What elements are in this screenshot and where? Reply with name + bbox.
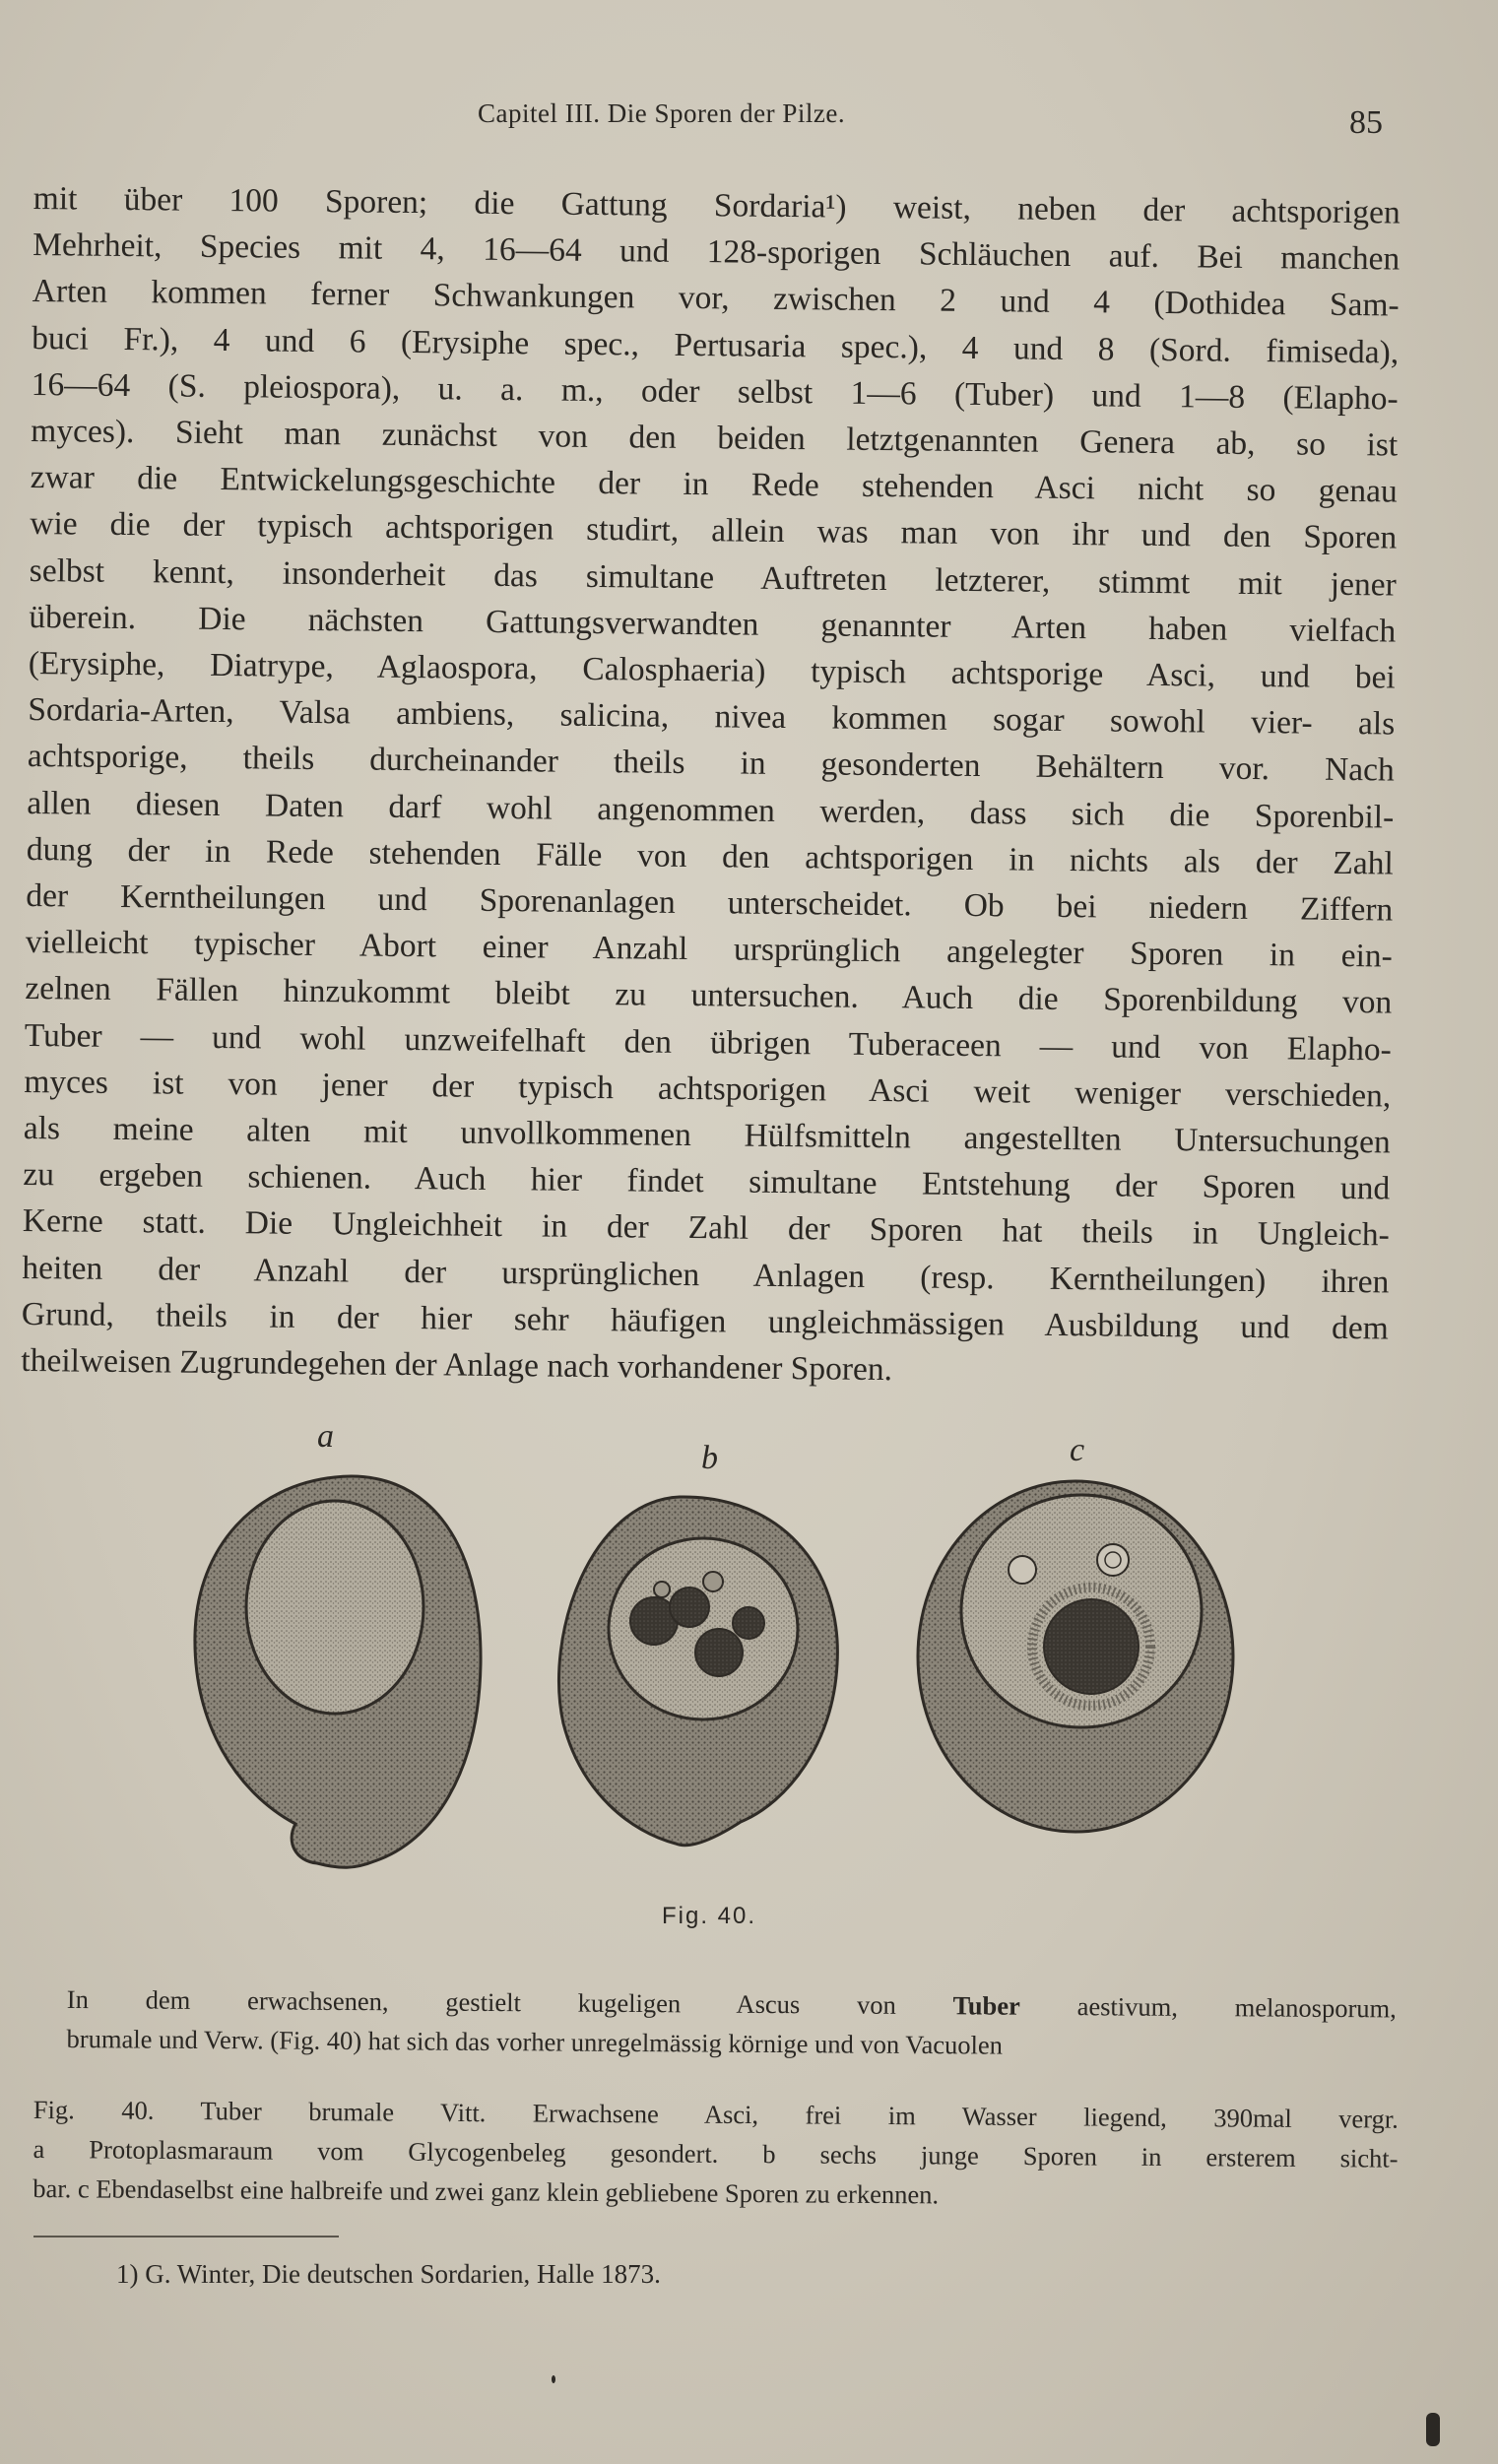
ascus-b	[559, 1497, 838, 1846]
paragraph-continuation	[66, 1979, 1397, 2067]
caption-line: Fig. 40. Tuber brumale Vitt. Erwachsene Asci, frei im Wasser liegend, 390mal vergr.	[33, 2095, 1399, 2134]
body-line: theilweisen Zugrundegehen der Anlage nach vorhandener Sporen.	[21, 1342, 893, 1389]
page-header	[0, 91, 1498, 150]
body-line: Grund, theils in der hier sehr häufigen ungleichmässigen Ausbildung und dem	[21, 1295, 1390, 1347]
body-line: als meine alten mit unvollkommenen Hülfsmitteln angestellten Untersuchungen	[23, 1110, 1391, 1161]
running-title: Capitel III. Die Sporen der Pilze.	[478, 98, 846, 128]
figure-40	[0, 1398, 1498, 1950]
body-line: Arten kommen ferner Schwankungen vor, zwischen 2 und 4 (Dothidea Sam-	[32, 273, 1400, 324]
body-line: myces). Sieht man zunächst von den beiden letztgenannten Genera ab, so ist	[31, 413, 1399, 464]
asci-illustration	[0, 1398, 1498, 1911]
figure-letter-a: a	[317, 1418, 334, 1455]
figure-label: Fig. 40.	[662, 1903, 757, 1929]
body-line: 16—64 (S. pleiospora), u. a. m., oder selbst 1—6 (Tuber) und 1—8 (Elapho-	[31, 365, 1399, 418]
body-line: Kerne statt. Die Ungleichheit in der Zahl der Sporen hat theils in Ungleich-	[22, 1202, 1390, 1254]
footnote: 1) G. Winter, Die deutschen Sordarien, Halle 1873.	[116, 2259, 661, 2289]
paragraph-line-1-post: aestivum, melanosporum,	[1076, 1991, 1397, 2024]
ascus-c	[918, 1481, 1233, 1832]
body-line: Tuber — und wohl unzweifelhaft den übrigen Tuberaceen — und von Elapho-	[24, 1016, 1392, 1069]
paragraph-line-2: brumale und Verw. (Fig. 40) hat sich das vorher unregelmässig körnige und von Vacuolen	[66, 2023, 1004, 2060]
paragraph-line-1-bold: Tuber	[952, 1990, 1020, 2021]
body-line: dung der in Rede stehenden Fälle von den achtsporigen in nichts als der Zahl	[26, 830, 1394, 882]
body-line: selbst kennt, insonderheit das simultane Auftreten letzterer, stimmt mit jener	[29, 551, 1397, 604]
body-line: buci Fr.), 4 und 6 (Erysiphe spec., Pertusaria spec.), 4 und 8 (Sord. fimiseda),	[32, 319, 1400, 371]
paper-speck	[1426, 2413, 1440, 2446]
body-line: allen diesen Daten darf wohl angenommen werden, dass sich die Sporenbil-	[27, 784, 1395, 836]
body-line: Sordaria-Arten, Valsa ambiens, salicina, nivea kommen sogar sowohl vier- als	[28, 691, 1396, 743]
caption-line: bar. c Ebendaselbst eine halbreife und zwei ganz klein gebliebene Sporen zu erkennen.	[33, 2172, 940, 2210]
body-line: wie die der typisch achtsporigen studirt, allein was man von ihr und den Sporen	[30, 505, 1398, 556]
main-paragraph	[21, 175, 1400, 1398]
figure-caption	[33, 2090, 1399, 2218]
body-line: myces ist von jener der typisch achtsporigen Asci weit weniger verschieden,	[24, 1063, 1392, 1115]
figure-letter-b: b	[701, 1440, 718, 1476]
body-line: (Erysiphe, Diatrype, Aglaospora, Calosphaeria) typisch achtsporige Asci, und bei	[28, 645, 1396, 696]
footnote-rule	[33, 2236, 339, 2237]
body-line: zu ergeben schienen. Auch hier findet simultane Entstehung der Sporen und	[23, 1156, 1391, 1207]
body-line: zelnen Fällen hinzukommt bleibt zu untersuchen. Auch die Sporenbildung von	[25, 970, 1393, 1021]
caption-line: a Protoplasmaraum vom Glycogenbeleg gesondert. b sechs junge Sporen in ersterem sicht-	[33, 2133, 1399, 2173]
body-line: heiten der Anzahl der ursprünglichen Anlagen (resp. Kerntheilungen) ihren	[22, 1249, 1390, 1301]
body-line: der Kerntheilungen und Sporenanlagen unterscheidet. Ob bei niedern Ziffern	[26, 877, 1394, 929]
page-number: 85	[1349, 104, 1383, 141]
body-line: zwar die Entwickelungsgeschichte der in Rede stehenden Asci nicht so genau	[30, 459, 1398, 510]
ascus-a	[195, 1476, 481, 1867]
paragraph-line-1-pre: In dem erwachsenen, gestielt kugeligen Ascus von	[66, 1983, 896, 2020]
figure-letter-c: c	[1070, 1432, 1085, 1468]
body-line: achtsporige, theils durcheinander theils in gesonderten Behältern vor. Nach	[27, 738, 1395, 789]
paper-speck	[552, 2375, 555, 2383]
body-line: vielleicht typischer Abort einer Anzahl ursprünglich angelegter Sporen in ein-	[25, 924, 1393, 975]
body-line: Mehrheit, Species mit 4, 16—64 und 128-sporigen Schläuchen auf. Bei manchen	[33, 227, 1400, 278]
body-line: mit über 100 Sporen; die Gattung Sordaria¹) weist, neben der achtsporigen	[33, 179, 1400, 231]
body-line: überein. Die nächsten Gattungsverwandten genannter Arten haben vielfach	[29, 598, 1397, 650]
